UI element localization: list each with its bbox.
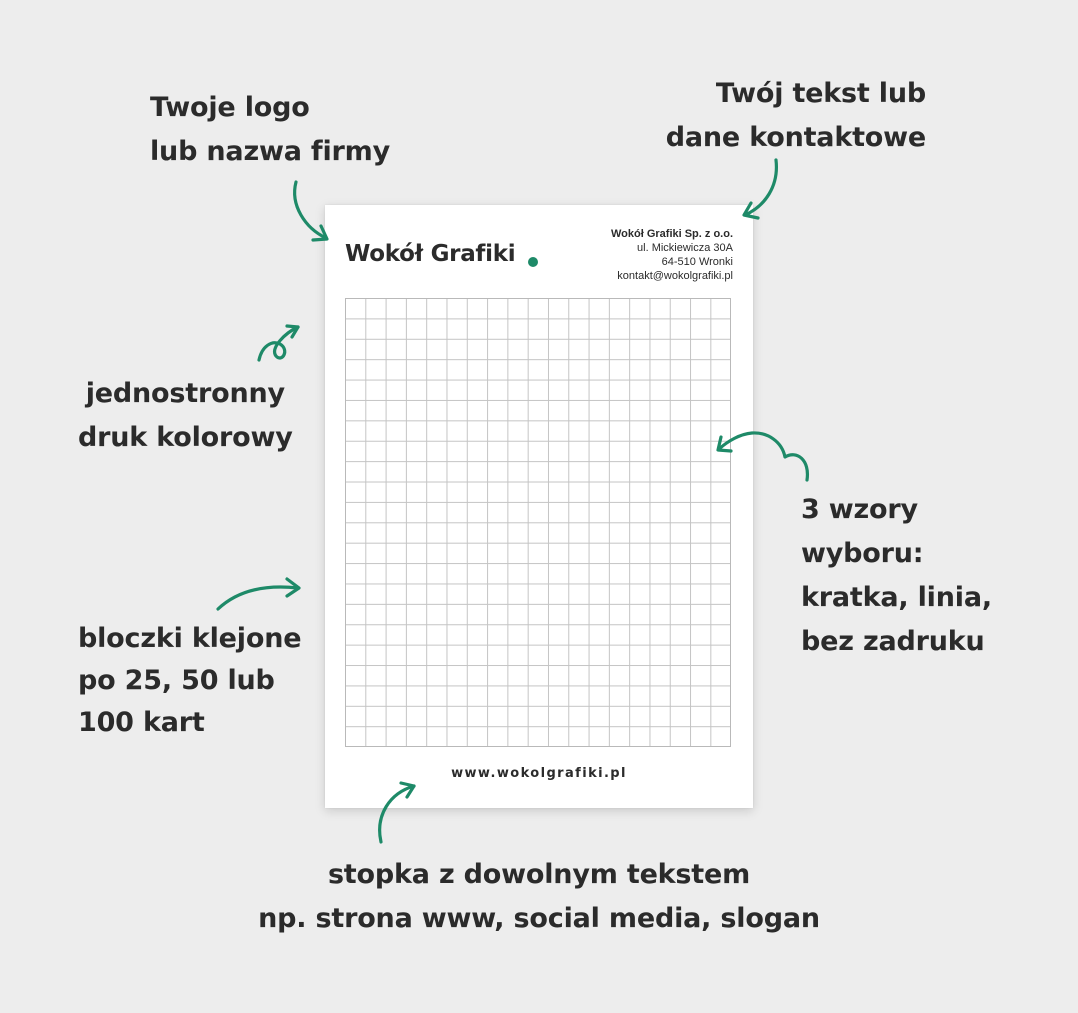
label-print-line-2: druk kolorowy — [78, 422, 293, 453]
sheet-company-name: Wokół Grafiki Sp. z o.o. — [610, 228, 733, 240]
label-patterns-line-1: 3 wzory — [801, 494, 918, 525]
label-patterns-line-4: bez zadruku — [801, 626, 985, 657]
label-footer-line-1: stopka z dowolnym tekstem — [327, 859, 751, 890]
label-logo-line-1: Twoje logo — [150, 92, 310, 123]
sheet-street: ul. Mickiewicza 30A — [637, 242, 733, 254]
label-print-line-1: jednostronny — [85, 378, 285, 409]
label-blocks-line-2: po 25, 50 lub — [78, 665, 275, 696]
label-patterns-line-2: wyboru: — [801, 538, 924, 569]
label-footer-line-2: np. strona www, social media, slogan — [258, 903, 820, 934]
label-contact-line-2: dane kontaktowe — [665, 122, 926, 153]
label-blocks-line-3: 100 kart — [78, 707, 205, 738]
arrow-icon — [718, 433, 807, 480]
sheet-email: kontakt@wokolgrafiki.pl — [617, 270, 733, 282]
label-blocks-line-1: bloczki klejone — [78, 623, 302, 654]
label-logo-line-2: lub nazwa firmy — [150, 136, 390, 167]
sheet-city: 64-510 Wronki — [661, 256, 733, 268]
label-patterns-line-3: kratka, linia, — [801, 582, 992, 613]
brand-logo-text: Wokół Grafiki — [345, 241, 516, 267]
label-contact-line-1: Twój tekst lub — [715, 78, 926, 109]
arrow-icon — [744, 160, 776, 218]
arrow-icon — [259, 326, 298, 360]
arrow-icon — [295, 182, 327, 240]
sheet-website: www.wokolgrafiki.pl — [451, 766, 627, 781]
arrow-icon — [218, 579, 299, 609]
arrow-icon — [380, 783, 414, 842]
